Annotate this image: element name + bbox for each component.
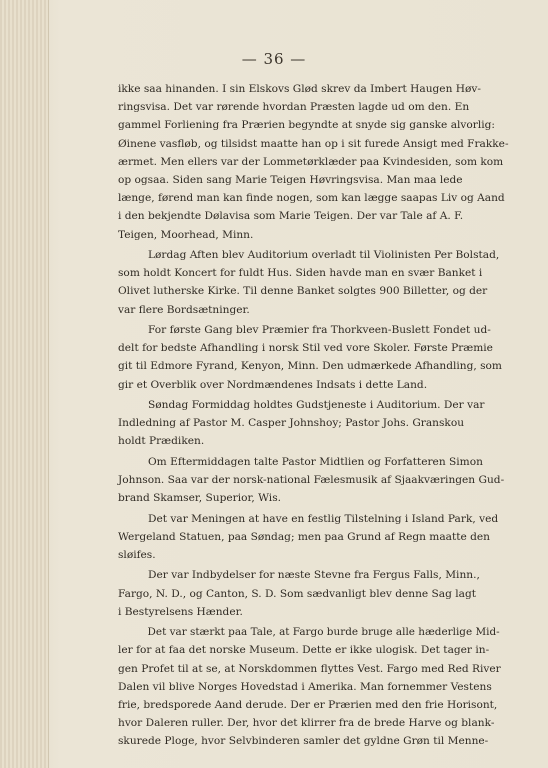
paragraph xyxy=(118,396,530,451)
text-line: git til Edmore Fyrand, Kenyon, Minn. Den udmærkede Afhandling, som xyxy=(118,360,502,373)
text-line: op ogsaa. Siden sang Marie Teigen Høvringsvisa. Man maa lede xyxy=(118,174,463,187)
text-line: frie, bredsporede Aand derude. Der er Prærien med den frie Horisont, xyxy=(118,699,498,712)
paragraph xyxy=(118,510,530,565)
paragraph xyxy=(118,453,530,508)
text-line: Om Eftermiddagen talte Pastor Midtlien og Forfatteren Simon xyxy=(148,455,483,468)
text-line: i den bekjendte Dølavisa som Marie Teigen. Der var Tale af A. F. xyxy=(118,210,464,223)
text-line: gir et Overblik over Nordmændenes Indsats i dette Land. xyxy=(118,378,428,391)
paragraph xyxy=(118,623,530,750)
text-line: Der var Indbydelser for næste Stevne fra Fergus Falls, Minn., xyxy=(148,569,480,582)
text-line: Lørdag Aften blev Auditorium overladt til Violinisten Per Bolstad, xyxy=(148,249,500,262)
text-line: brand Skamser, Superior, Wis. xyxy=(118,492,282,505)
text-line: Det var Meningen at have en festlig Tilstelning i Island Park, ved xyxy=(148,512,499,525)
text-line: sløifes. xyxy=(118,549,156,562)
text-line: gen Profet til at se, at Norskdommen flyttes Vest. Fargo med Red River xyxy=(118,662,501,675)
text-line: Dalen vil blive Norges Hovedstad i Amerika. Man fornemmer Vestens xyxy=(118,680,492,693)
text-line: Det var stærkt paa Tale, at Fargo burde bruge alle hæderlige Mid- xyxy=(147,626,500,639)
text-line: Søndag Formiddag holdtes Gudstjeneste i Auditorium. Der var xyxy=(148,399,485,412)
paragraph xyxy=(118,246,530,319)
text-line: holdt Prædiken. xyxy=(118,435,205,448)
text-line: ikke saa hinanden. I sin Elskovs Glød skrev da Imbert Haugen Høv- xyxy=(118,83,481,95)
text-line: skurede Ploge, hvor Selvbinderen samler det gyldne Grøn til Menne- xyxy=(118,735,489,748)
text-line: For første Gang blev Præmier fra Thorkveen-Buslett Fondet ud- xyxy=(148,324,491,337)
text-line: gammel Forliening fra Prærien begyndte at snyde sig ganske alvorlig: xyxy=(118,119,495,132)
text-line: hvor Daleren ruller. Der, hvor det klirrer fra de brede Harve og blank- xyxy=(118,717,495,730)
text-line: Johnson. Saa var der norsk-national Fælesmusik af Sjaakværingen Gud- xyxy=(118,474,505,487)
text-line: Teigen, Moorhead, Minn. xyxy=(118,228,254,241)
text-line: Wergeland Statuen, paa Søndag; men paa Grund af Regn maatte den xyxy=(118,530,491,543)
text-line: som holdt Koncert for fuldt Hus. Siden havde man en svær Banket i xyxy=(118,267,483,280)
text-line: delt for bedste Afhandling i norsk Stil ved vore Skoler. Første Præmie xyxy=(118,342,493,355)
body-text xyxy=(118,80,530,753)
text-line: ringsvisa. Det var rørende hvordan Præsten lagde ud om den. En xyxy=(118,101,470,114)
text-line: ærmet. Men ellers var der Lommetørklæder paa Kvindesiden, som kom xyxy=(118,155,504,168)
page-spine-edge xyxy=(0,0,49,768)
paragraph xyxy=(118,80,530,244)
paragraph xyxy=(118,321,530,394)
text-line: længe, førend man kan finde nogen, som kan lægge saapas Liv og Aand xyxy=(118,192,505,205)
text-line: var flere Bordsætninger. xyxy=(118,303,250,316)
text-line: Øinene vasfløb, og tilsidst maatte han op i sit furede Ansigt med Frakke- xyxy=(118,137,509,150)
paragraph xyxy=(118,566,530,621)
text-line: ler for at faa det norske Museum. Dette er ikke ulogisk. Det tager in- xyxy=(118,644,490,657)
text-line: Olivet lutherske Kirke. Til denne Banket solgtes 900 Billetter, og der xyxy=(118,285,488,298)
text-line: Indledning af Pastor M. Casper Johnshoy; Pastor Johs. Granskou xyxy=(118,417,465,430)
text-line: Fargo, N. D., og Canton, S. D. Som sædvanligt blev denne Sag lagt xyxy=(118,587,476,600)
page-number: — 36 — xyxy=(241,50,307,68)
text-line: i Bestyrelsens Hænder. xyxy=(118,605,243,618)
